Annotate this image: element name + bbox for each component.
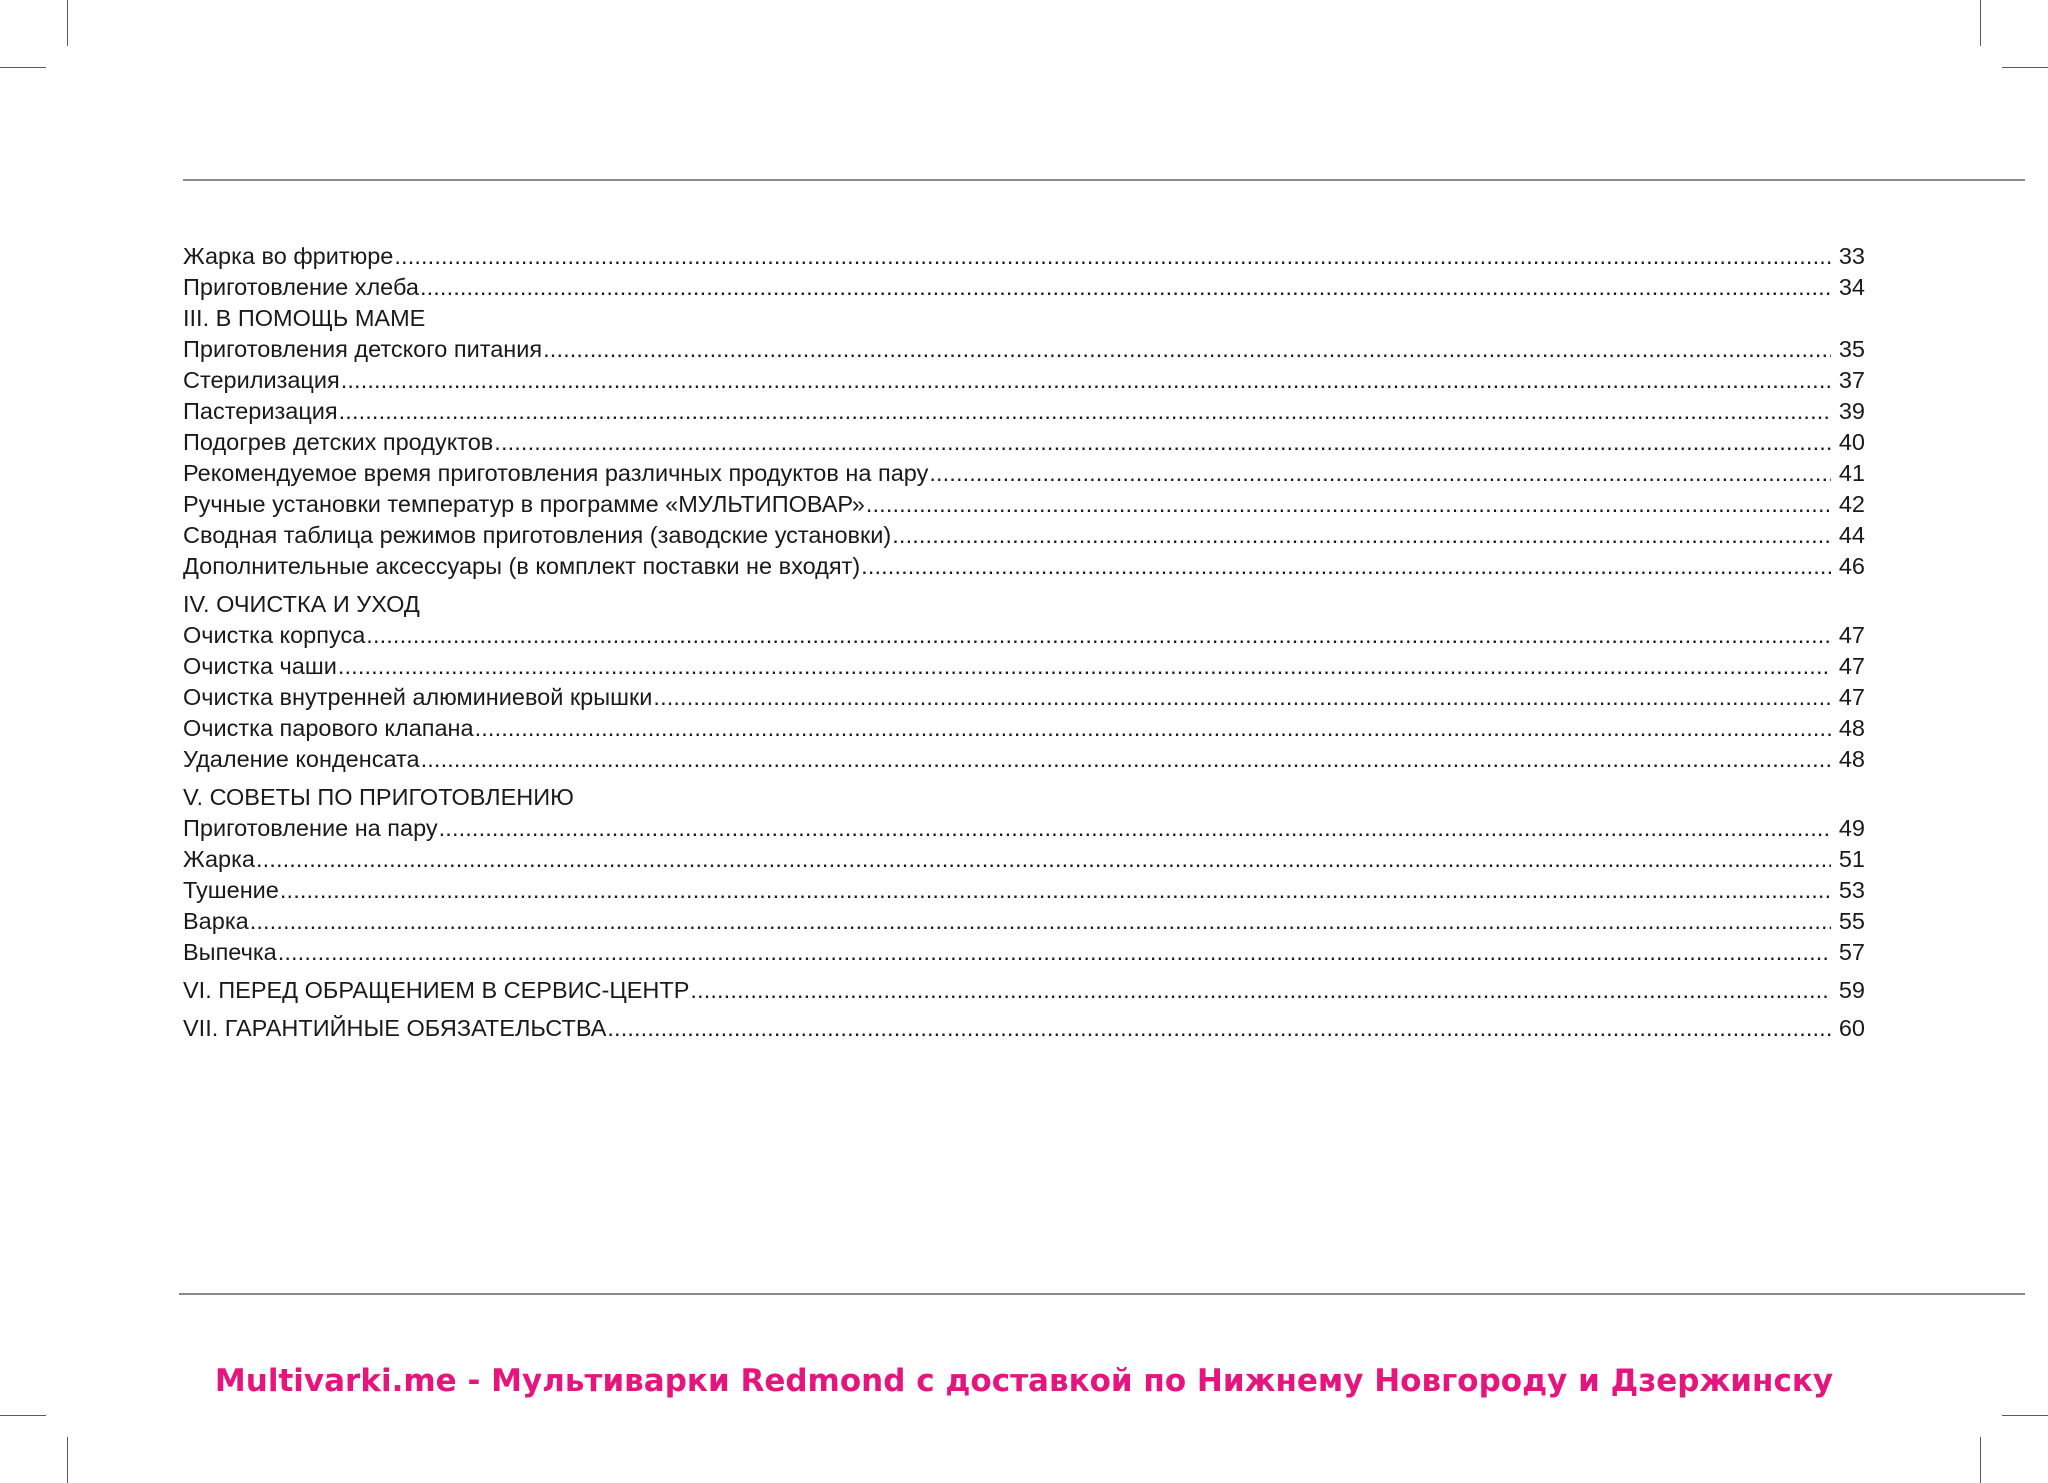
toc-page-number: 44 [1838, 522, 1865, 548]
toc-entry[interactable] [183, 1013, 1865, 1044]
toc-dot-leader [255, 844, 1831, 875]
toc-page-number: 60 [1838, 1015, 1865, 1041]
toc-section-heading [183, 589, 1865, 620]
toc-entry[interactable] [183, 844, 1865, 875]
crop-mark-top-left [0, 67, 46, 68]
toc-page-number: 53 [1838, 877, 1865, 903]
toc-entry[interactable] [183, 975, 1865, 1006]
toc-entry-title: Стерилизация [183, 367, 340, 393]
toc-entry-title: Приготовления детского питания [183, 336, 543, 362]
toc-page-number: 47 [1838, 684, 1865, 710]
toc-entry-title: VI. ПЕРЕД ОБРАЩЕНИЕМ В СЕРВИС-ЦЕНТР [183, 977, 690, 1003]
crop-mark-bottom-left [0, 1415, 46, 1416]
toc-page-number: 39 [1838, 398, 1865, 424]
toc-entry[interactable] [183, 875, 1865, 906]
toc-dot-leader [689, 975, 1831, 1006]
toc-entry[interactable] [183, 241, 1865, 272]
toc-page-number: 51 [1838, 846, 1865, 872]
toc-dot-leader [338, 396, 1831, 427]
toc-entry-title: III. В ПОМОЩЬ МАМЕ [183, 305, 426, 331]
toc-entry-title: Жарка во фритюре [183, 243, 394, 269]
toc-entry-title: Варка [183, 908, 249, 934]
toc-dot-leader [337, 651, 1831, 682]
toc-dot-leader [419, 272, 1831, 303]
toc-dot-leader [928, 458, 1831, 489]
toc-entry-title: Сводная таблица режимов приготовления (заводские установки) [183, 522, 892, 548]
toc-entry-title: Рекомендуемое время приготовления различных продуктов на пару [183, 460, 929, 486]
toc-entry-title: Очистка парового клапана [183, 715, 474, 741]
toc-entry-title: Жарка [183, 846, 255, 872]
toc-entry[interactable] [183, 489, 1865, 520]
toc-entry[interactable] [183, 620, 1865, 651]
toc-page-number: 40 [1838, 429, 1865, 455]
toc-entry[interactable] [183, 396, 1865, 427]
toc-page-number: 49 [1838, 815, 1865, 841]
toc-entry[interactable] [183, 458, 1865, 489]
toc-entry[interactable] [183, 744, 1865, 775]
toc-dot-leader [493, 427, 1831, 458]
toc-entry[interactable] [183, 272, 1865, 303]
toc-dot-leader [249, 906, 1831, 937]
toc-dot-leader [606, 1013, 1831, 1044]
toc-page-number: 47 [1838, 622, 1865, 648]
toc-dot-leader [860, 551, 1831, 582]
toc-dot-leader [474, 713, 1831, 744]
top-divider [183, 179, 2025, 181]
toc-page-number: 59 [1838, 977, 1865, 1003]
toc-entry-title: Тушение [183, 877, 279, 903]
crop-mark-top-right [2002, 67, 2048, 68]
toc-dot-leader [542, 334, 1831, 365]
toc-page-number: 37 [1838, 367, 1865, 393]
toc-dot-leader [279, 875, 1831, 906]
toc-page-number: 35 [1838, 336, 1865, 362]
toc-page-number: 34 [1838, 274, 1865, 300]
toc-entry-title: Дополнительные аксессуары (в комплект поставки не входят) [183, 553, 861, 579]
toc-entry[interactable] [183, 551, 1865, 582]
toc-entry[interactable] [183, 713, 1865, 744]
table-of-contents [183, 241, 1865, 1044]
toc-entry-title: Приготовление на пару [183, 815, 438, 841]
toc-entry[interactable] [183, 682, 1865, 713]
toc-entry-title: IV. ОЧИСТКА И УХОД [183, 591, 420, 617]
crop-mark-bottom-left [67, 1437, 68, 1483]
toc-page-number: 41 [1838, 460, 1865, 486]
toc-entry[interactable] [183, 906, 1865, 937]
bottom-divider [179, 1293, 2025, 1295]
toc-entry-title: V. СОВЕТЫ ПО ПРИГОТОВЛЕНИЮ [183, 784, 574, 810]
toc-dot-leader [891, 520, 1831, 551]
toc-entry-title: Ручные установки температур в программе «МУЛЬТИПОВАР» [183, 491, 865, 517]
toc-entry[interactable] [183, 334, 1865, 365]
toc-page-number: 48 [1838, 746, 1865, 772]
toc-entry[interactable] [183, 427, 1865, 458]
toc-entry-title: Удаление конденсата [183, 746, 420, 772]
toc-section-heading [183, 782, 1865, 813]
toc-dot-leader [365, 620, 1831, 651]
toc-entry-title: Очистка внутренней алюминиевой крышки [183, 684, 653, 710]
toc-page-number: 55 [1838, 908, 1865, 934]
toc-dot-leader [438, 813, 1831, 844]
toc-entry-title: Приготовление хлеба [183, 274, 419, 300]
toc-dot-leader [393, 241, 1831, 272]
toc-dot-leader [420, 744, 1831, 775]
toc-entry-title: VII. ГАРАНТИЙНЫЕ ОБЯЗАТЕЛЬСТВА [183, 1015, 607, 1041]
toc-entry-title: Подогрев детских продуктов [183, 429, 494, 455]
toc-entry[interactable] [183, 365, 1865, 396]
toc-dot-leader [652, 682, 1831, 713]
toc-entry[interactable] [183, 520, 1865, 551]
toc-entry[interactable] [183, 937, 1865, 968]
toc-entry-title: Очистка чаши [183, 653, 337, 679]
toc-section-heading [183, 303, 1865, 334]
crop-mark-bottom-right [2002, 1415, 2048, 1416]
toc-dot-leader [277, 937, 1831, 968]
toc-entry-title: Пастеризация [183, 398, 338, 424]
crop-mark-top-left [67, 0, 68, 46]
toc-entry-title: Очистка корпуса [183, 622, 366, 648]
toc-entry-title: Выпечка [183, 939, 277, 965]
toc-page-number: 33 [1838, 243, 1865, 269]
toc-page-number: 47 [1838, 653, 1865, 679]
toc-page-number: 42 [1838, 491, 1865, 517]
crop-mark-bottom-right [1980, 1437, 1981, 1483]
toc-page-number: 48 [1838, 715, 1865, 741]
toc-entry[interactable] [183, 651, 1865, 682]
toc-dot-leader [865, 489, 1831, 520]
toc-page-number: 46 [1838, 553, 1865, 579]
crop-mark-top-right [1980, 0, 1981, 46]
footer-link-text[interactable]: Multivarki.me - Мультиварки Redmond с доставкой по Нижнему Новгороду и Дзержинску [214, 1363, 1834, 1399]
toc-dot-leader [340, 365, 1831, 396]
toc-page-number: 57 [1838, 939, 1865, 965]
toc-entry[interactable] [183, 813, 1865, 844]
